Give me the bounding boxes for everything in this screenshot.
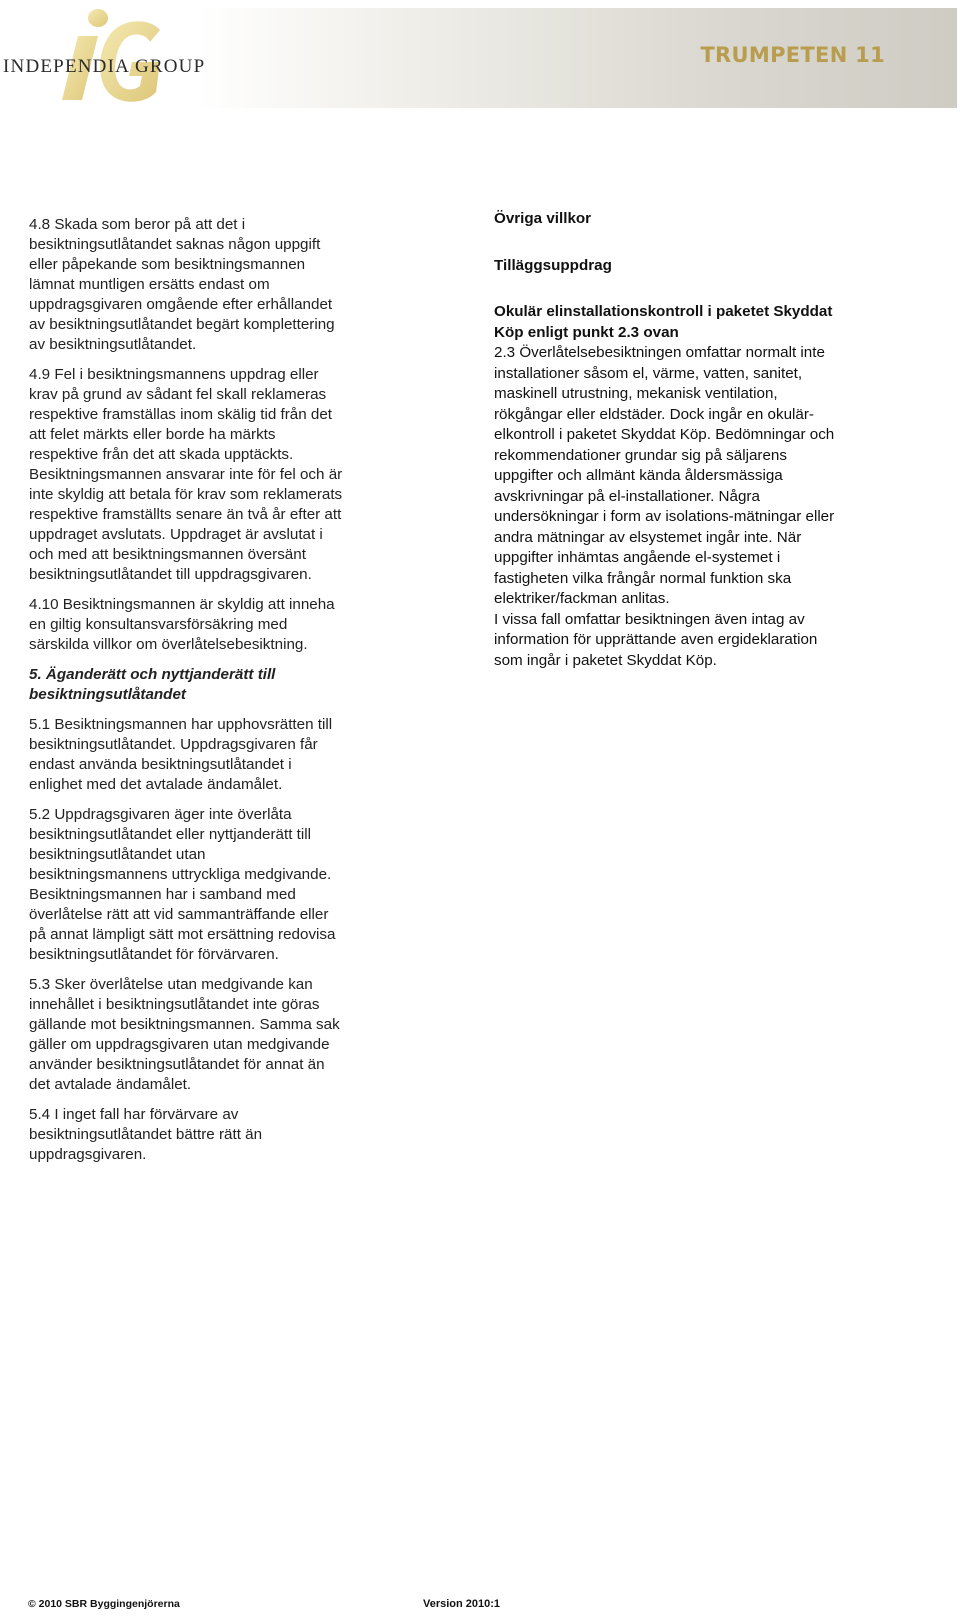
right-column	[494, 209, 924, 671]
paragraph-4-10: 4.10 Besiktningsmannen är skyldig att inneha en giltig konsultansvarsförsäkring med särskilda villkor om överlåtelsebesiktning.	[29, 596, 335, 653]
paragraph-5-4: 5.4 I inget fall har förvärvare av besiktningsutlåtandet bättre rätt än uppdragsgivaren.	[29, 1106, 263, 1163]
company-logo	[0, 0, 210, 112]
paragraph-2-3: 2.3 Överlåtelsebesiktningen omfattar normalt inte installationer såsom el, värme, vatten, sanitet, maskinell utrustning, mekanisk ventilation, rökgångar eller eldstäder. Dock ingår en okulär- elkontroll i paketet Skyddat Köp. Bedömningar och rekommendationer grundar sig på säljarens uppgifter och allmänt kända åldersmässiga avskrivningar på el-installationer. Några undersökningar i form av isolations-mätningar eller andra mätningar av elsystemet ingår inte. När uppgifter inhämtas angående el-systemet i fastigheten vilka frångår normal funktion ska elektriker/fackman anlitas. I vissa fall omfattar besiktningen även intag av information för upprättande aven ergideklaration som ingår i paketet Skyddat Köp.	[494, 344, 835, 669]
heading-tillaggsuppdrag: Tilläggsuppdrag	[494, 256, 612, 274]
footer-copyright: © 2010 SBR Byggingenjörerna	[28, 1598, 180, 1610]
heading-ovriga-villkor: Övriga villkor	[494, 210, 592, 227]
paragraph-4-8: 4.8 Skada som beror på att det i besiktningsutlåtandet saknas någon uppgift eller påpekande som besiktningsmannen lämnat muntligen ersätts endast om uppdragsgivaren omgående efter erhållandet av besiktningsutlåtandet begärt komplettering av besiktningsutlåtandet.	[29, 216, 335, 353]
paragraph-5-2: 5.2 Uppdragsgivaren äger inte överlåta besiktningsutlåtandet eller nyttjanderätt till besiktningsutlåtandet utan besiktningsmannens uttryckliga medgivande. Besiktningsmannen har i samband med överlåtelse rätt att vid sammanträffande eller på annat lämpligt sätt mot ersättning redovisa besiktningsutlåtandet för förvärvaren.	[29, 806, 336, 963]
paragraph-5-1: 5.1 Besiktningsmannen har upphovsrätten till besiktningsutlåtandet. Uppdragsgivaren får endast använda besiktningsutlåtandet i enlighet med det avtalade ändamålet.	[29, 716, 333, 793]
logo-text: INDEPENDIA GROUP	[3, 56, 206, 77]
page-title: TRUMPETEN 11	[700, 43, 885, 67]
left-column	[29, 215, 449, 1165]
paragraph-4-9: 4.9 Fel i besiktningsmannens uppdrag eller krav på grund av sådant fel skall reklameras respektive framställas inom skälig tid från det att felet märkts eller borde ha märkts respektive från det att skada upptäckts. Besiktningsmannen ansvarar inte för fel och är inte skyldig att betala för krav som reklamerats respektive framställts senare än två år efter att uppdraget avslutats. Uppdraget är avslutat i och med att besiktningsmannen översänt besiktningsutlåtandet till uppdragsgivaren.	[29, 366, 343, 583]
footer-version: Version 2010:1	[423, 1598, 501, 1610]
paragraph-5-3: 5.3 Sker överlåtelse utan medgivande kan innehållet i besiktningsutlåtandet inte göras gällande mot besiktningsmannen. Samma sak gäller om uppdragsgivaren utan medgivande använder besiktningsutlåtandet för annat än det avtalade ändamålet.	[29, 976, 340, 1093]
heading-okular-elinstallationskontroll: Okulär elinstallationskontroll i paketet Skyddat Köp enligt punkt 2.3 ovan	[494, 303, 833, 341]
section-5-heading: 5. Äganderätt och nyttjanderätt till besiktningsutlåtandet	[29, 666, 276, 703]
